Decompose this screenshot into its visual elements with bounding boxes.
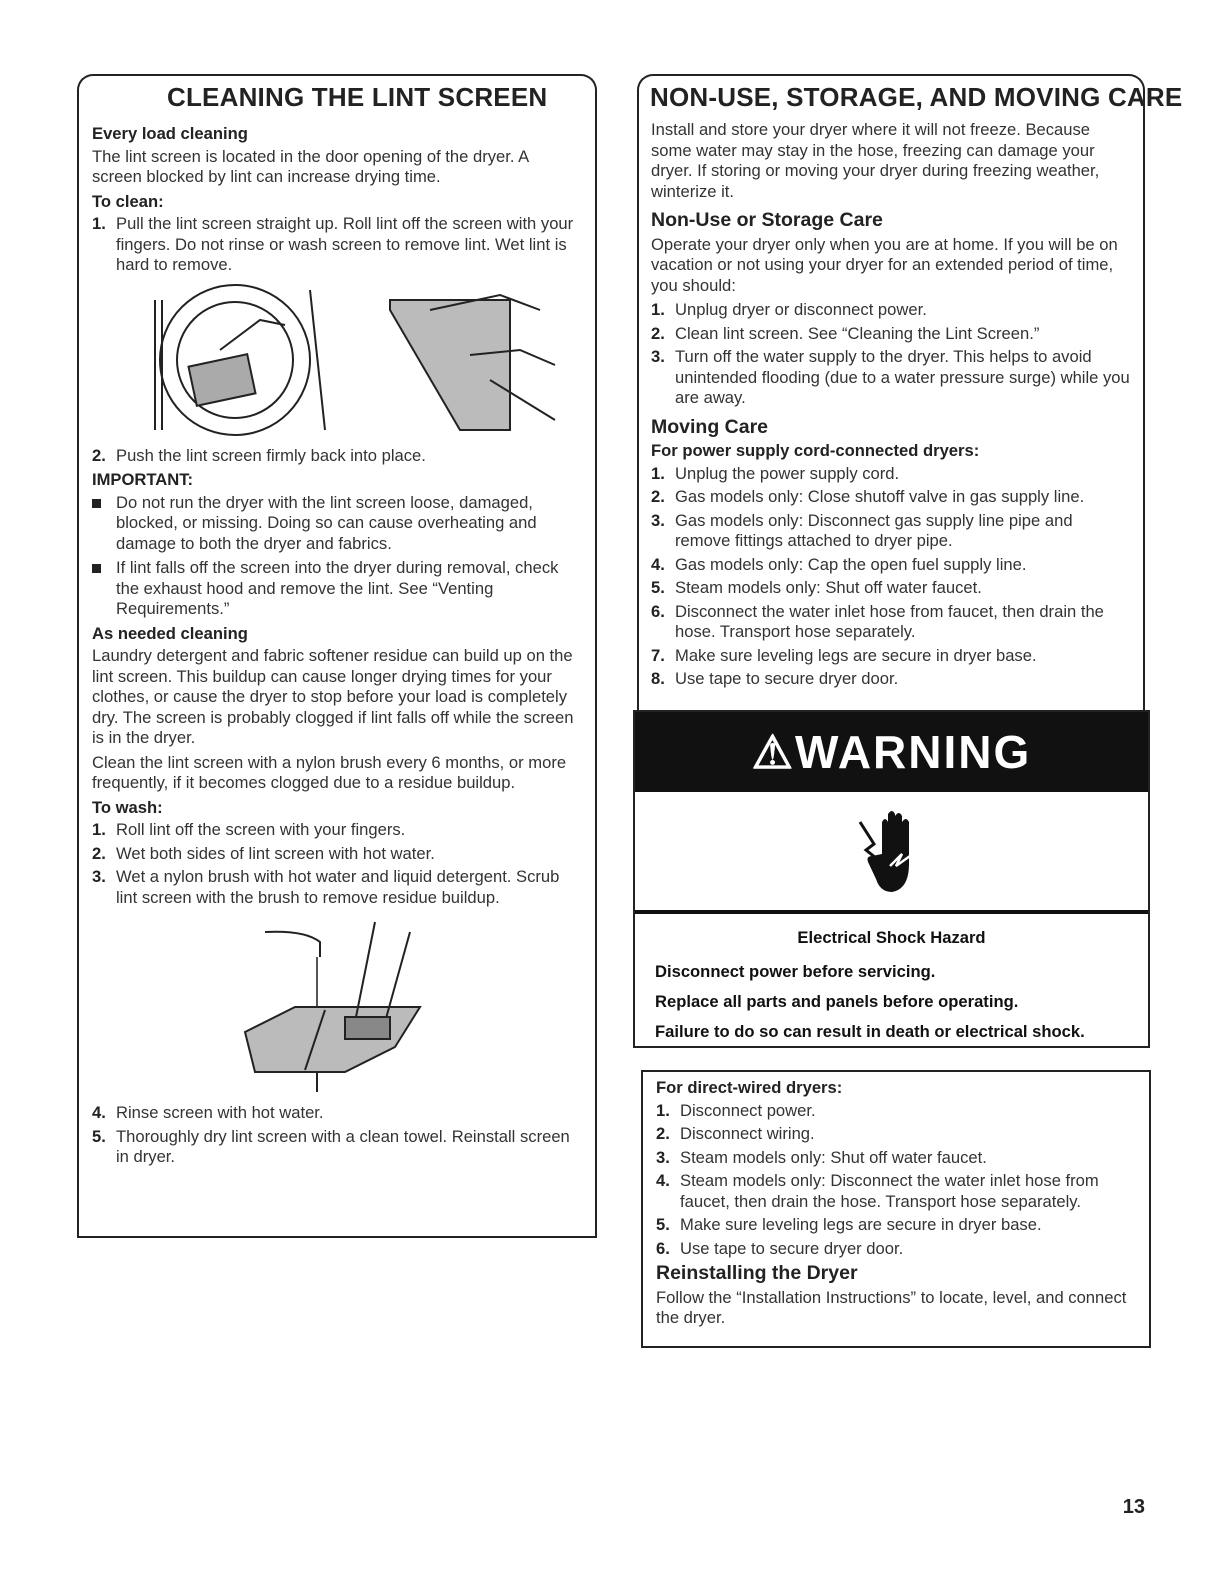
list-item: 1. Pull the lint screen straight up. Roll lint off the screen with your fingers. Do not rinse or wash screen to remove lint. Wet lint is hard to remove. xyxy=(92,214,574,274)
to-clean-heading: To clean: xyxy=(92,191,164,211)
list-item: 2. Clean lint screen. See “Cleaning the Lint Screen.” xyxy=(651,323,1040,343)
list-item: 5. Steam models only: Shut off water faucet. xyxy=(651,578,982,597)
list-item: 1. Unplug dryer or disconnect power. xyxy=(651,300,927,319)
every-load-heading: Every load cleaning xyxy=(92,124,248,143)
as-needed-heading: As needed cleaning xyxy=(92,623,248,643)
reinstall-paragraph: Follow the “Installation Instructions” to locate, level, and connect the dryer. xyxy=(656,1287,1127,1327)
nonuse-paragraph: Operate your dryer only when you are at home. If you will be on vacation or not using your dryer for an extended period of time, you should: xyxy=(651,234,1118,295)
clean-steps-2 xyxy=(92,446,577,467)
list-item: 1. Disconnect power. xyxy=(656,1100,816,1120)
warning-box xyxy=(633,710,1150,1048)
hazard-title: Electrical Shock Hazard xyxy=(797,928,986,947)
list-item: 4. Rinse screen with hot water. xyxy=(92,1103,324,1122)
list-item: 2. Wet both sides of lint screen with hot water. xyxy=(92,843,435,863)
right-panel-title: NON-USE, STORAGE, AND MOVING CARE xyxy=(650,82,1183,112)
dryer-door-illustration xyxy=(110,280,335,440)
as-needed-paragraph-2: Clean the lint screen with a nylon brush every 6 months, or more frequently, if it becomes clogged due to a residue buildup. xyxy=(92,752,567,792)
list-item: 5. Make sure leveling legs are secure in dryer base. xyxy=(656,1215,1042,1234)
wash-steps xyxy=(92,820,577,908)
nonuse-heading: Non-Use or Storage Care xyxy=(651,209,883,231)
cord-heading: For power supply cord-connected dryers: xyxy=(651,441,980,460)
warning-text xyxy=(655,928,1128,1052)
bullet-icon xyxy=(92,558,116,620)
moving-heading: Moving Care xyxy=(651,415,769,438)
warning-line-3: Failure to do so can result in death or electrical shock. xyxy=(655,1022,1085,1041)
list-item: 6. Disconnect the water inlet hose from faucet, then drain the hose. Transport hose separately. xyxy=(651,601,1104,641)
page-number: 13 xyxy=(1122,1496,1145,1518)
bullet-icon xyxy=(92,493,116,555)
right-content xyxy=(651,120,1131,694)
lint-removal-illustrations xyxy=(92,280,577,440)
list-item: Do not run the dryer with the lint screen loose, damaged, blocked, or missing. Doing so can cause overheating and damage to both the dryer and fabrics. xyxy=(92,493,577,555)
list-item: 4. Steam models only: Disconnect the water inlet hose from faucet, then drain the hose. Transport hose separately. xyxy=(656,1171,1099,1211)
list-item: 2. Push the lint screen firmly back into place. xyxy=(92,445,426,465)
shock-icon-area xyxy=(635,792,1148,914)
direct-steps xyxy=(656,1101,1141,1260)
warning-title: ⚠WARNING xyxy=(751,726,1032,778)
wash-steps-2 xyxy=(92,1103,577,1168)
list-item: 3. Gas models only: Disconnect gas supply line pipe and remove fittings attached to dryer pipe. xyxy=(651,510,1073,550)
important-heading: IMPORTANT: xyxy=(92,470,194,489)
wash-illustration-wrap xyxy=(92,912,577,1097)
storage-intro: Install and store your dryer where it will not freeze. Because some water may stay in the hose, freezing can damage your dryer. If storing or moving your dryer during freezing weather, winterize it. xyxy=(651,120,1100,201)
nonuse-steps xyxy=(651,300,1131,409)
faucet-brush-illustration xyxy=(225,912,445,1097)
cord-steps xyxy=(651,464,1131,690)
warning-line-2: Replace all parts and panels before operating. xyxy=(655,992,1019,1011)
list-item: 5. Thoroughly dry lint screen with a clean towel. Reinstall screen in dryer. xyxy=(92,1126,570,1166)
list-item: 1. Roll lint off the screen with your fingers. xyxy=(92,820,406,839)
list-item: 3. Wet a nylon brush with hot water and liquid detergent. Scrub lint screen with the brush to remove residue buildup. xyxy=(92,867,560,907)
to-wash-heading: To wash: xyxy=(92,797,163,817)
clean-steps xyxy=(92,214,577,276)
list-item: 6. Use tape to secure dryer door. xyxy=(656,1238,904,1258)
list-item: 3. Turn off the water supply to the dryer. This helps to avoid unintended flooding (due to a water pressure surge) while you are away. xyxy=(651,347,1130,407)
list-item: 7. Make sure leveling legs are secure in dryer base. xyxy=(651,645,1037,665)
list-item: 2. Gas models only: Close shutoff valve in gas supply line. xyxy=(651,487,1085,506)
list-item: 1. Unplug the power supply cord. xyxy=(651,463,900,483)
list-item: 3. Steam models only: Shut off water faucet. xyxy=(656,1147,987,1167)
left-content xyxy=(92,120,577,1172)
list-item: 8. Use tape to secure dryer door. xyxy=(651,669,899,688)
lint-screen-hand-illustration xyxy=(370,280,560,440)
lint-intro: The lint screen is located in the door opening of the dryer. A screen blocked by lint can increase drying time. xyxy=(92,146,529,186)
list-item: 2. Disconnect wiring. xyxy=(656,1124,815,1143)
electrical-shock-hand-icon xyxy=(852,804,932,899)
warning-line-1: Disconnect power before servicing. xyxy=(655,962,936,981)
list-item: 4. Gas models only: Cap the open fuel supply line. xyxy=(651,554,1027,574)
warning-banner xyxy=(635,712,1148,792)
direct-wired-content xyxy=(656,1074,1141,1333)
as-needed-paragraph-1: Laundry detergent and fabric softener residue can build up on the lint screen. This buildup can cause longer drying times for your clothes, or cause the dryer to stop before your load is completely dry. The screen is probably clogged if lint falls off while the screen is in the dryer. xyxy=(92,646,574,747)
left-panel-title: CLEANING THE LINT SCREEN xyxy=(167,82,548,112)
list-item: If lint falls off the screen into the dryer during removal, check the exhaust hood and remove the lint. See “Venting Requirements.” xyxy=(92,558,577,620)
direct-wired-heading: For direct-wired dryers: xyxy=(656,1078,843,1097)
reinstall-heading: Reinstalling the Dryer xyxy=(656,1262,858,1284)
important-list xyxy=(92,493,577,620)
